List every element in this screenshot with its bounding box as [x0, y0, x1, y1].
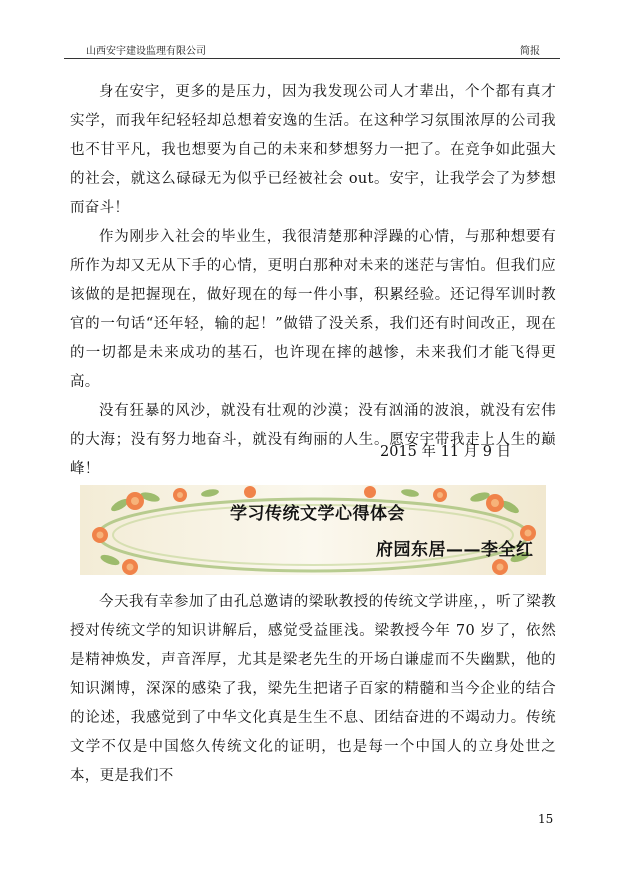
article-title: 学习传统文学心得体会 [230, 504, 405, 524]
newsletter-label: 简报 [520, 46, 540, 57]
article-date: 2015 年 11 月 9 日 [380, 444, 512, 460]
paragraph: 身在安宇，更多的是压力，因为我发现公司人才辈出，个个都有真才实学，而我年纪轻轻却总想着安逸的生活。在这种学习氛围浓厚的公司我也不甘平凡，我也想要为自己的未来和梦想努力一把了。在竞争如此强大的社会，就这么碌碌无为似乎已经被社会 out。安宇，让我学会了为梦想而奋斗！ [70, 84, 556, 216]
article-body-1 [70, 78, 556, 484]
article-author: 府园东居——李全红 [376, 540, 534, 560]
paragraph: 没有狂暴的风沙，就没有壮观的沙漠；没有汹涌的波浪，就没有宏伟的大海；没有努力地奋斗，就没有绚丽的人生。愿安宇带我走上人生的巅峰！ [70, 403, 556, 477]
paragraph: 今天我有幸参加了由孔总邀请的梁耿教授的传统文学讲座，，听了梁教授对传统文学的知识讲解后，感觉受益匪浅。梁教授今年 70 岁了，依然是精神焕发，声音浑厚，尤其是梁老先生的开场白谦虚而不失幽默，他的知识渊博，深深的感染了我，梁先生把诸子百家的精髓和当今企业的结合的论述，我感觉到了中华文化真是生生不息、团结奋进的不竭动力。传统文学不仅是中国悠久传统文化的证明，也是每一个中国人的立身处世之本，更是我们不 [70, 594, 556, 784]
paragraph: 作为刚步入社会的毕业生，我很清楚那种浮躁的心情，与那种想要有所作为却又无从下手的心情，更明白那种对未来的迷茫与害怕。但我们应该做的是把握现在，做好现在的每一件小事，积累经验。还记得军训时教官的一句话“还年轻，输的起！”做错了没关系，我们还有时间改正，现在的一切都是未来成功的基石，也许现在摔的越惨，未来我们才能飞得更高。 [70, 229, 556, 390]
article-body-2 [70, 588, 556, 791]
title-banner [80, 485, 546, 575]
page-number: 15 [538, 812, 554, 826]
page-header [64, 40, 560, 59]
company-name: 山西安宇建设监理有限公司 [86, 46, 206, 57]
